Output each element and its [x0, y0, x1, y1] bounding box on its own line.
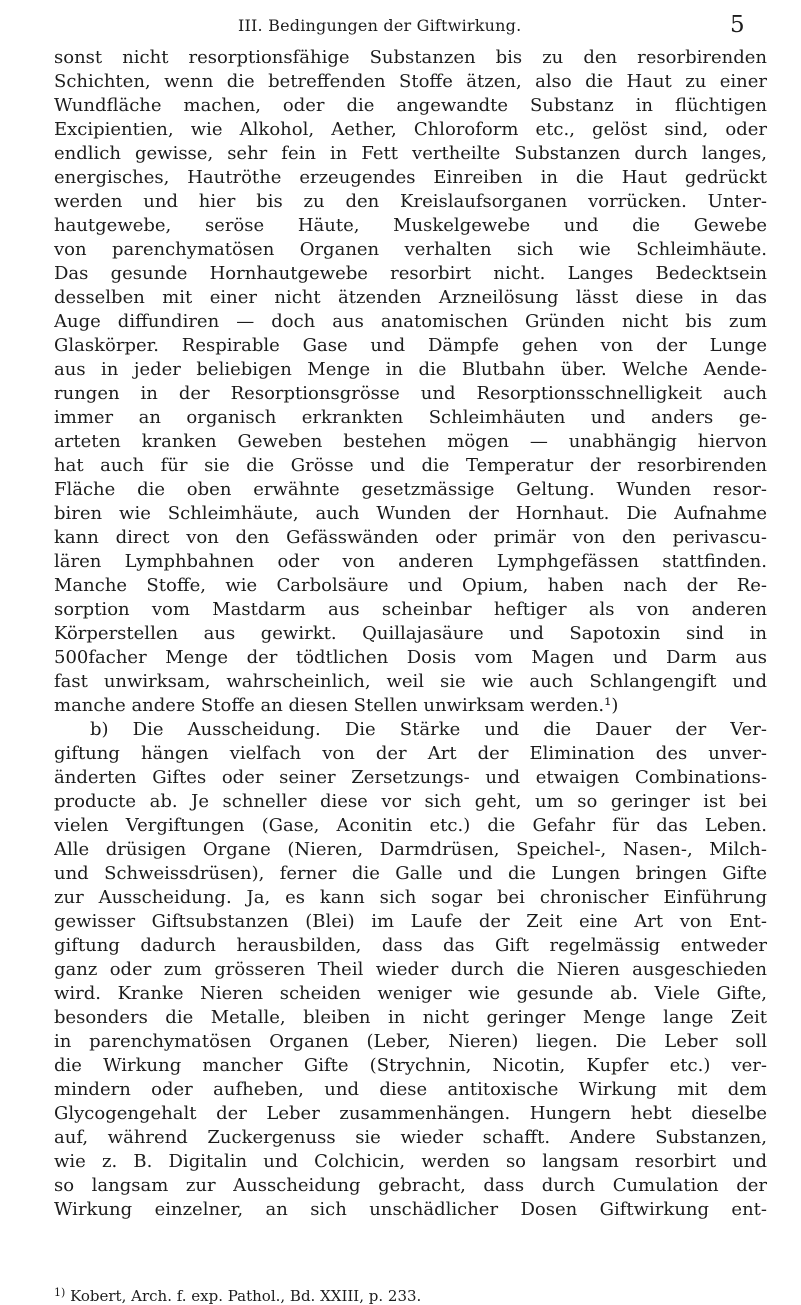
text-line: sorption vom Mastdarm aus scheinbar heftiger als von anderen: [54, 599, 767, 620]
text-line: änderten Giftes oder seiner Zersetzungs- und etwaigen Combinations-: [54, 767, 767, 788]
text-line: so langsam zur Ausscheidung gebracht, dass durch Cumulation der: [54, 1175, 767, 1196]
page-number: 5: [730, 12, 745, 38]
text-line: von parenchymatösen Organen verhalten sich wie Schleimhäute.: [54, 239, 767, 260]
text-line: sonst nicht resorptionsfähige Substanzen bis zu den resorbirenden: [54, 47, 767, 68]
text-line: rungen in der Resorptionsgrösse und Resorptionsschnelligkeit auch: [54, 383, 767, 404]
text-line: und Schweissdrüsen), ferner die Galle und die Lungen bringen Gifte: [54, 863, 767, 884]
text-line: hautgewebe, seröse Häute, Muskelgewebe und die Gewebe: [54, 215, 767, 236]
footnote: [54, 1284, 421, 1305]
text-line: in parenchymatösen Organen (Leber, Nieren) liegen. Die Leber soll: [54, 1031, 767, 1052]
text-line: arteten kranken Geweben bestehen mögen — unabhängig hiervon: [54, 431, 767, 452]
text-line: Schichten, wenn die betreffenden Stoffe ätzen, also die Haut zu einer: [54, 71, 767, 92]
text-line: manche andere Stoffe an diesen Stellen unwirksam werden.¹): [54, 695, 619, 716]
page-header: [0, 10, 801, 40]
text-line: producte ab. Je schneller diese vor sich geht, um so geringer ist bei: [54, 791, 767, 812]
text-line: Excipientien, wie Alkohol, Aether, Chloroform etc., gelöst sind, oder: [54, 119, 767, 140]
text-line: hat auch für sie die Grösse und die Temperatur der resorbirenden: [54, 455, 767, 476]
text-line: Glycogengehalt der Leber zusammenhängen. Hungern hebt dieselbe: [54, 1103, 767, 1124]
text-line: desselben mit einer nicht ätzenden Arzneilösung lässt diese in das: [54, 287, 767, 308]
text-line: immer an organisch erkrankten Schleimhäuten und anders ge-: [54, 407, 767, 428]
running-title: III. Bedingungen der Giftwirkung.: [238, 16, 522, 35]
text-line: Glaskörper. Respirable Gase und Dämpfe gehen von der Lunge: [54, 335, 767, 356]
text-line: gewisser Giftsubstanzen (Blei) im Laufe der Zeit eine Art von Ent-: [54, 911, 767, 932]
text-line: 500facher Menge der tödtlichen Dosis vom Magen und Darm aus: [54, 647, 767, 668]
text-line: Körperstellen aus gewirkt. Quillajasäure und Sapotoxin sind in: [54, 623, 767, 644]
text-line: zur Ausscheidung. Ja, es kann sich sogar bei chronischer Einführung: [54, 887, 767, 908]
text-line: wird. Kranke Nieren scheiden weniger wie gesunde ab. Viele Gifte,: [54, 983, 767, 1004]
text-line: Auge diffundiren — doch aus anatomischen Gründen nicht bis zum: [54, 311, 767, 332]
text-line: auf, während Zuckergenuss sie wieder schafft. Andere Substanzen,: [54, 1127, 767, 1148]
text-line: kann direct von den Gefässwänden oder primär von den perivascu-: [54, 527, 767, 548]
text-line: die Wirkung mancher Gifte (Strychnin, Nicotin, Kupfer etc.) ver-: [54, 1055, 767, 1076]
text-line: giftung dadurch herausbilden, dass das Gift regelmässig entweder: [54, 935, 767, 956]
text-line: Manche Stoffe, wie Carbolsäure und Opium, haben nach der Re-: [54, 575, 767, 596]
text-line: aus in jeder beliebigen Menge in die Blutbahn über. Welche Aende-: [54, 359, 767, 380]
text-line: Das gesunde Hornhautgewebe resorbirt nicht. Langes Bedecktsein: [54, 263, 767, 284]
text-line: endlich gewisse, sehr fein in Fett vertheilte Substanzen durch langes,: [54, 143, 767, 164]
text-line: biren wie Schleimhäute, auch Wunden der Hornhaut. Die Aufnahme: [54, 503, 767, 524]
text-line: energisches, Hautröthe erzeugendes Einreiben in die Haut gedrückt: [54, 167, 767, 188]
text-line: Fläche die oben erwähnte gesetzmässige Geltung. Wunden resor-: [54, 479, 767, 500]
section-heading-line: b) Die Ausscheidung. Die Stärke und die Dauer der Ver-: [90, 719, 767, 740]
text-line: giftung hängen vielfach von der Art der Elimination des unver-: [54, 743, 767, 764]
text-line: mindern oder aufheben, und diese antitoxische Wirkung mit dem: [54, 1079, 767, 1100]
text-line: ganz oder zum grösseren Theil wieder durch die Nieren ausgeschieden: [54, 959, 767, 980]
text-line: Wundfläche machen, oder die angewandte Substanz in flüchtigen: [54, 95, 767, 116]
text-line: lären Lymphbahnen oder von anderen Lymphgefässen stattfinden.: [54, 551, 767, 572]
text-line: Alle drüsigen Organe (Nieren, Darmdrüsen, Speichel-, Nasen-, Milch-: [54, 839, 767, 860]
footnote-marker: 1): [54, 1286, 66, 1299]
text-line: Wirkung einzelner, an sich unschädlicher Dosen Giftwirkung ent-: [54, 1199, 767, 1220]
text-line: wie z. B. Digitalin und Colchicin, werden so langsam resorbirt und: [54, 1151, 767, 1172]
text-line: besonders die Metalle, bleiben in nicht geringer Menge lange Zeit: [54, 1007, 767, 1028]
text-line: fast unwirksam, wahrscheinlich, weil sie wie auch Schlangengift und: [54, 671, 767, 692]
footnote-text: Kobert, Arch. f. exp. Pathol., Bd. XXIII, p. 233.: [70, 1287, 422, 1305]
text-line: werden und hier bis zu den Kreislaufsorganen vorrücken. Unter-: [54, 191, 767, 212]
body-text: [54, 46, 767, 1222]
text-line: vielen Vergiftungen (Gase, Aconitin etc.) die Gefahr für das Leben.: [54, 815, 767, 836]
